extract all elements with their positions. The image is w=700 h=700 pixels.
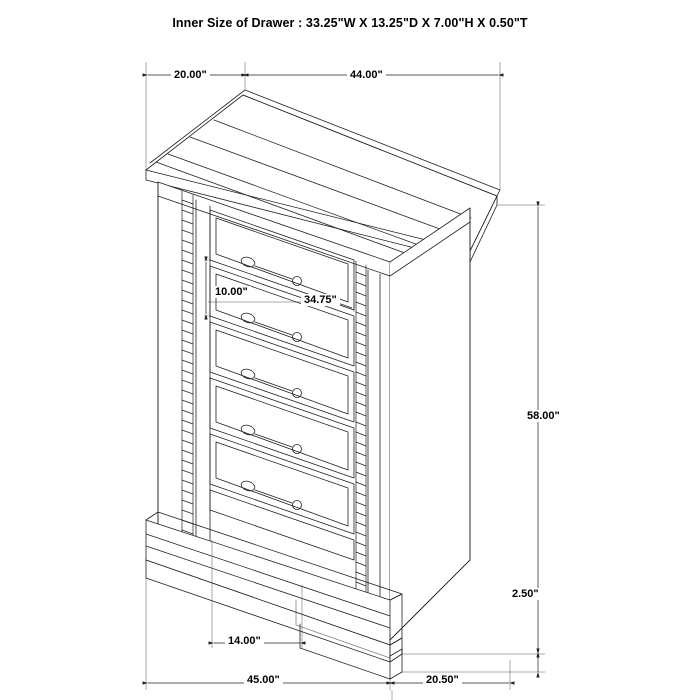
- dimension-label-overall-height: 58.00": [524, 410, 563, 422]
- dimension-label-base-inset: 14.00": [225, 635, 264, 647]
- dimension-label-drawer-width: 34.75": [301, 294, 340, 306]
- dimension-label-depth-top: 20.00": [171, 69, 210, 81]
- dimension-label-width-top: 44.00": [347, 69, 386, 81]
- chest-outline: [146, 90, 500, 700]
- dimension-label-drawer-height: 10.00": [212, 286, 251, 298]
- page-title: Inner Size of Drawer : 33.25"W X 13.25"D X 7.00"H X 0.50"T: [172, 16, 528, 30]
- dimension-label-overall-width: 45.00": [244, 674, 283, 686]
- dimension-label-overall-depth: 20.50": [423, 674, 462, 686]
- dimension-label-base-height: 2.50": [509, 588, 542, 600]
